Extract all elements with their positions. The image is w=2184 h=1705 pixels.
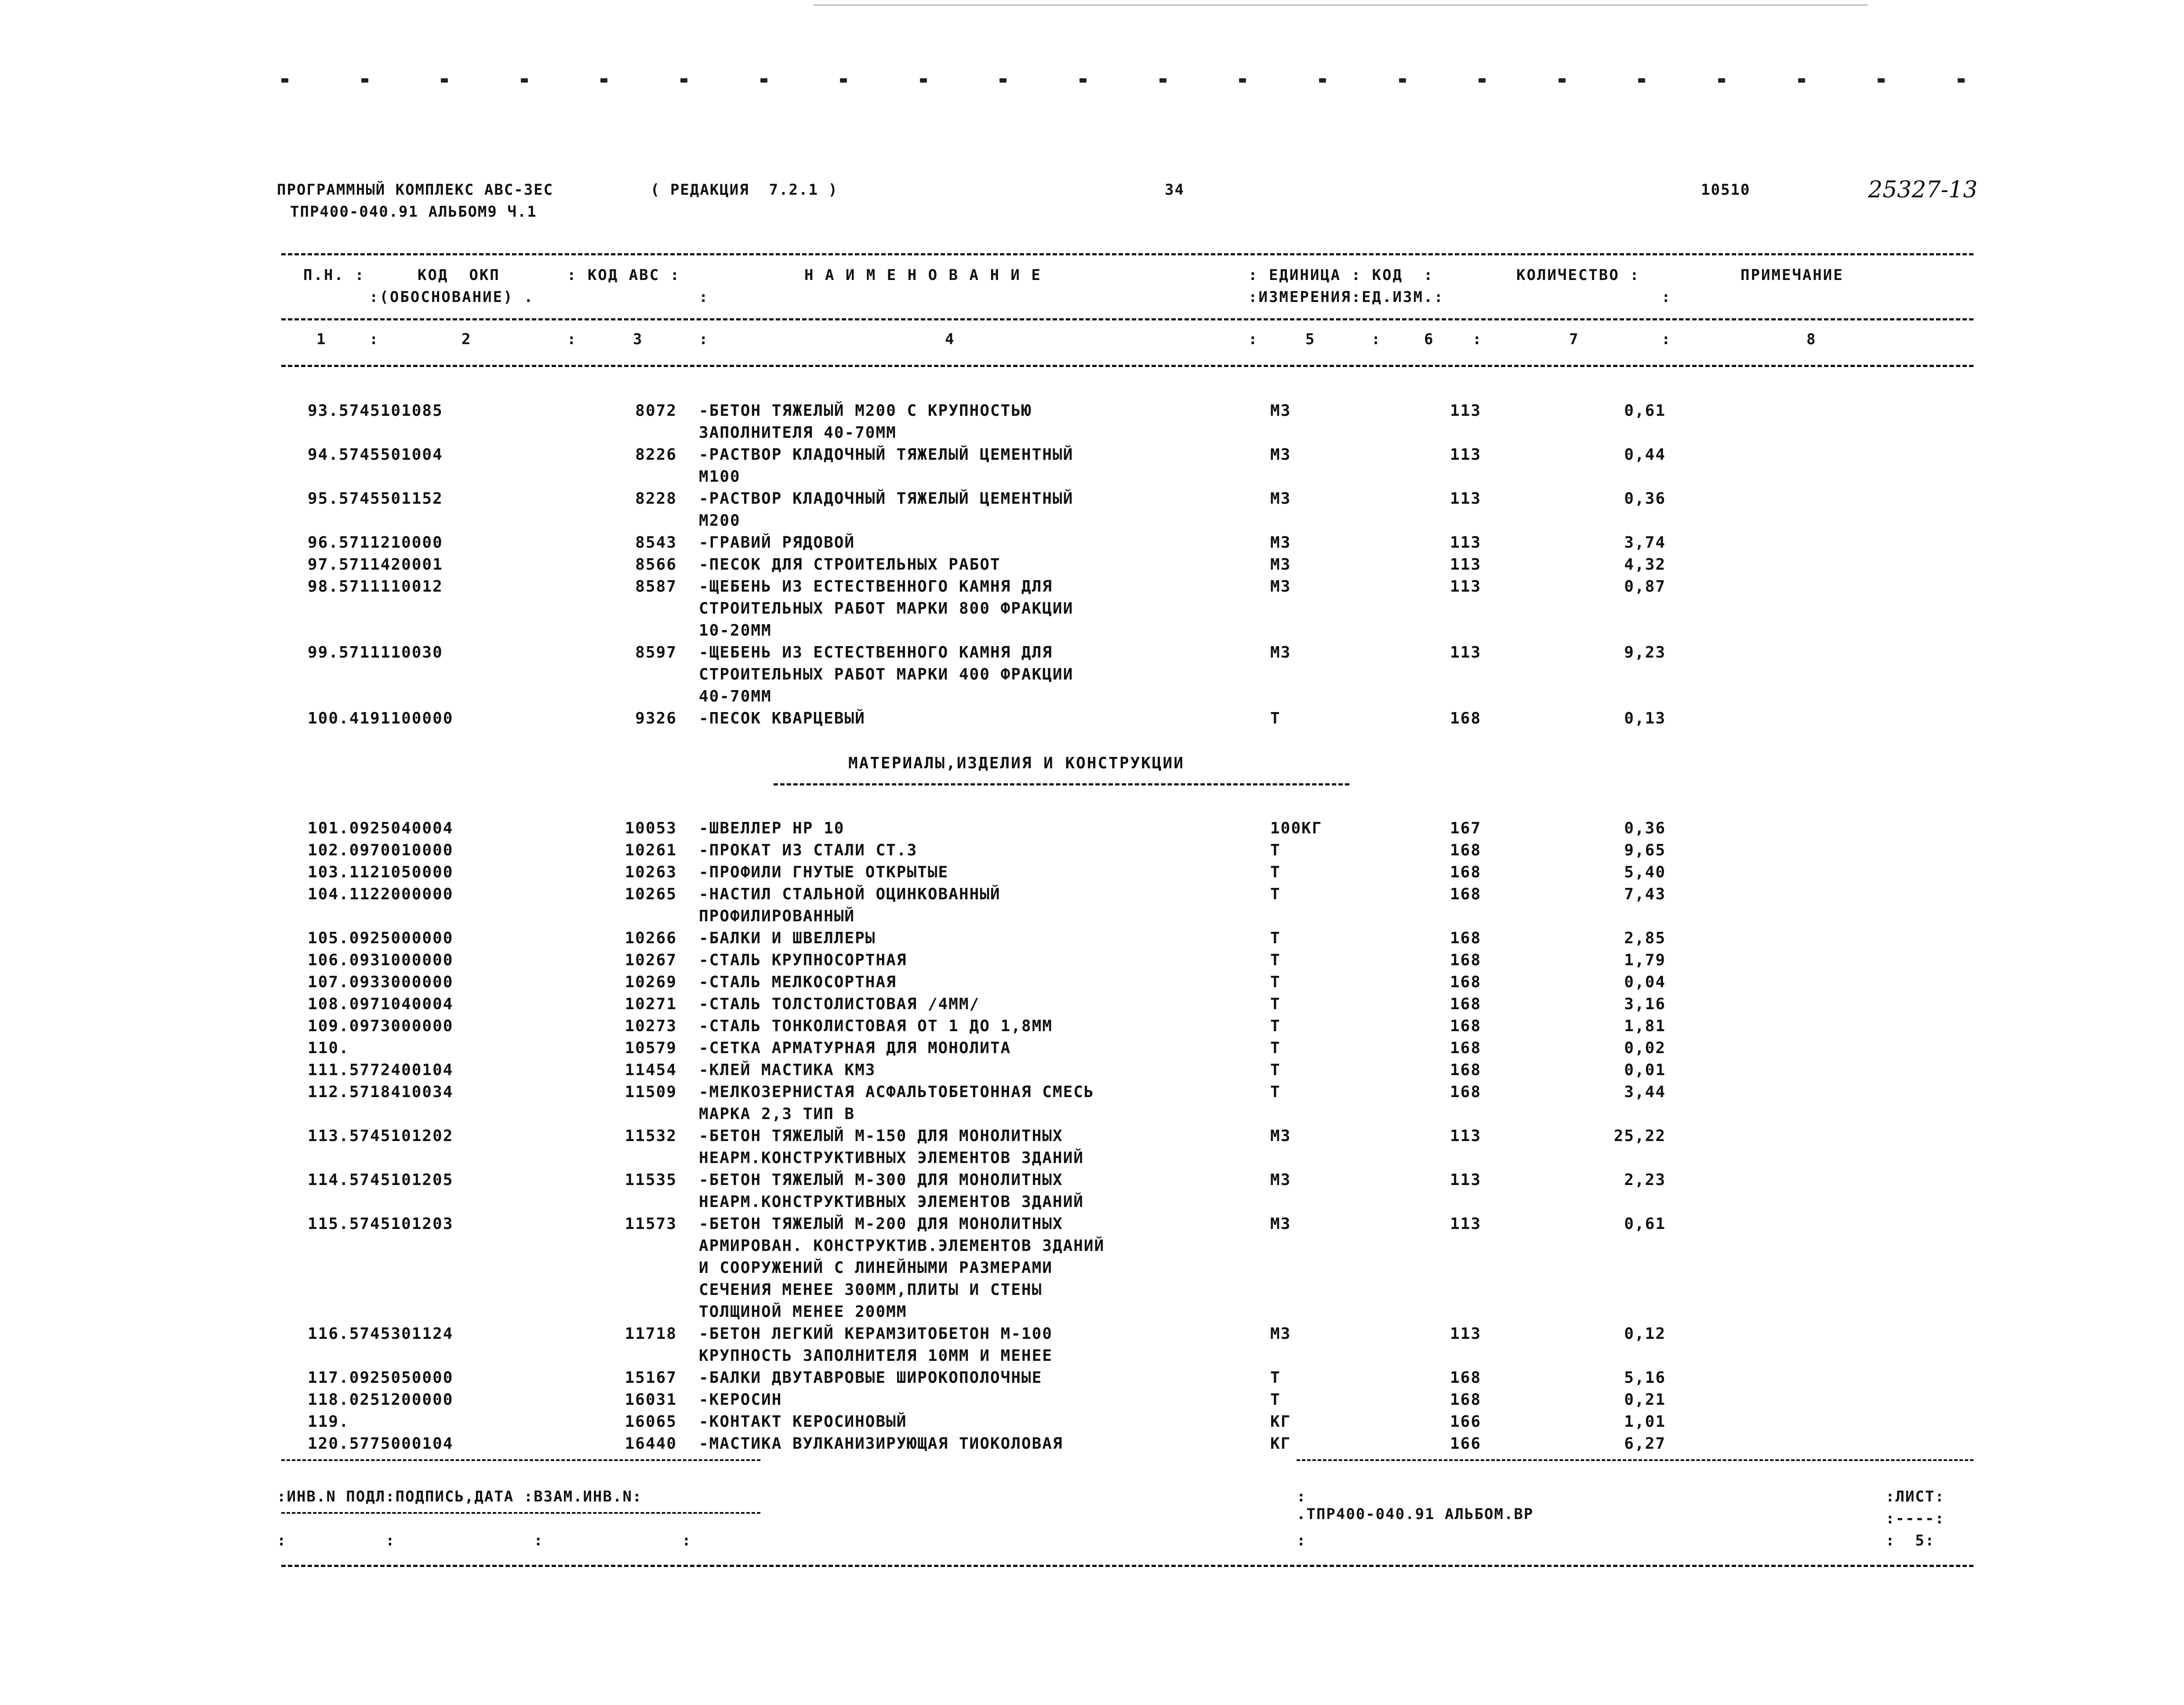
item-name: -КЛЕЙ МАСТИКА КМЗ — [699, 1061, 876, 1079]
unit-code: 113 — [1450, 643, 1481, 662]
stamp-headers: :ИНВ.N ПОДЛ:ПОДПИСЬ,ДАТА :ВЗАМ.ИНВ.N: — [277, 1488, 643, 1505]
item-name: -КЕРОСИН — [699, 1391, 782, 1409]
unit-code: 168 — [1450, 1083, 1481, 1101]
col-number: 3 — [633, 331, 643, 348]
abc-code: 11573 — [625, 1215, 677, 1233]
item-code: 93.5745101085 — [308, 402, 443, 420]
unit-code: 168 — [1450, 1369, 1481, 1387]
unit: Т — [1270, 1369, 1281, 1387]
col-separator: : — [1661, 331, 1671, 348]
quantity: 5,16 — [1624, 1369, 1666, 1387]
abc-code: 10266 — [625, 929, 677, 947]
item-name: -БЕТОН ТЯЖЕЛЫЙ М-150 ДЛЯ МОНОЛИТНЫХ НЕАРМ.КОНСТРУКТИВНЫХ ЭЛЕМЕНТОВ ЗДАНИЙ — [699, 1127, 1084, 1167]
unit: М3 — [1270, 402, 1291, 420]
unit: Т — [1270, 1039, 1281, 1057]
unit-code: 113 — [1450, 1171, 1481, 1189]
unit-code: 166 — [1450, 1435, 1481, 1453]
quantity: 9,65 — [1624, 841, 1666, 859]
unit-code: 167 — [1450, 819, 1481, 837]
item-code: 103.1121050000 — [308, 863, 454, 881]
abc-code: 10273 — [625, 1017, 677, 1035]
unit-code: 168 — [1450, 885, 1481, 903]
item-name: -БАЛКИ ДВУТАВРОВЫЕ ШИРОКОПОЛОЧНЫЕ — [699, 1369, 1043, 1387]
abc-code: 8228 — [635, 490, 677, 508]
item-name: -ГРАВИЙ РЯДОВОЙ — [699, 534, 855, 552]
unit-code: 113 — [1450, 1325, 1481, 1343]
unit: Т — [1270, 995, 1281, 1013]
header-divider — [281, 318, 1973, 320]
item-code: 100.4191100000 — [308, 709, 454, 727]
unit-code: 168 — [1450, 1017, 1481, 1035]
page-bottom-border — [281, 1565, 1973, 1567]
abc-code: 10267 — [625, 951, 677, 969]
abc-code: 8072 — [635, 402, 677, 420]
unit: М3 — [1270, 490, 1291, 508]
item-name: -РАСТВОР КЛАДОЧНЫЙ ТЯЖЕЛЫЙ ЦЕМЕНТНЫЙ М100 — [699, 446, 1074, 486]
item-code: 96.5711210000 — [308, 534, 443, 552]
unit: Т — [1270, 1391, 1281, 1409]
abc-code: 11535 — [625, 1171, 677, 1189]
item-code: 95.5745501152 — [308, 490, 443, 508]
unit-code: 168 — [1450, 841, 1481, 859]
quantity: 0,36 — [1624, 490, 1666, 508]
col-abc-header: : КОД АВС : — [567, 266, 681, 284]
col-number: 4 — [945, 331, 956, 348]
handwritten-number: 25327-13 — [1868, 177, 1978, 203]
abc-code: 8543 — [635, 534, 677, 552]
item-code: 112.5718410034 — [308, 1083, 454, 1101]
quantity: 2,85 — [1624, 929, 1666, 947]
item-name: -КОНТАКТ КЕРОСИНОВЫЙ — [699, 1413, 907, 1431]
unit: М3 — [1270, 446, 1291, 464]
quantity: 0,02 — [1624, 1039, 1666, 1057]
col-number: 5 — [1305, 331, 1316, 348]
abc-code: 15167 — [625, 1369, 677, 1387]
unit: Т — [1270, 1061, 1281, 1079]
abc-code: 8566 — [635, 556, 677, 574]
abc-code: 16065 — [625, 1413, 677, 1431]
abc-code: 11454 — [625, 1061, 677, 1079]
quantity: 0,87 — [1624, 578, 1666, 596]
item-code: 104.1122000000 — [308, 885, 454, 903]
item-code: 101.0925040004 — [308, 819, 454, 837]
item-name: -БАЛКИ И ШВЕЛЛЕРЫ — [699, 929, 876, 947]
item-name: -ШВЕЛЛЕР НР 10 — [699, 819, 845, 837]
col-separator: : — [369, 331, 378, 348]
quantity: 25,22 — [1613, 1127, 1666, 1145]
item-code: 118.0251200000 — [308, 1391, 454, 1409]
quantity: 0,12 — [1624, 1325, 1666, 1343]
unit: М3 — [1270, 1325, 1291, 1343]
unit-code: 113 — [1450, 578, 1481, 596]
item-code: 98.5711110012 — [308, 578, 443, 596]
col-number: 7 — [1569, 331, 1580, 348]
quantity: 0,01 — [1624, 1061, 1666, 1079]
unit-code: 168 — [1450, 709, 1481, 727]
item-name: -СТАЛЬ ТОЛСТОЛИСТОВАЯ /4ММ/ — [699, 995, 980, 1013]
col-number: 6 — [1424, 331, 1435, 348]
section-heading: МАТЕРИАЛЫ,ИЗДЕЛИЯ И КОНСТРУКЦИИ — [848, 754, 1185, 772]
unit-code: 168 — [1450, 951, 1481, 969]
item-code: 115.5745101203 — [308, 1215, 454, 1233]
unit: Т — [1270, 709, 1281, 727]
quantity: 0,61 — [1624, 402, 1666, 420]
item-name: -СЕТКА АРМАТУРНАЯ ДЛЯ МОНОЛИТА — [699, 1039, 1011, 1057]
item-name: -МЕЛКОЗЕРНИСТАЯ АСФАЛЬТОБЕТОННАЯ СМЕСЬ МАРКА 2,3 ТИП В — [699, 1083, 1094, 1123]
quantity: 3,16 — [1624, 995, 1666, 1013]
col-separator: : — [1661, 288, 1671, 306]
item-code: 108.0971040004 — [308, 995, 454, 1013]
item-name: -МАСТИКА ВУЛКАНИЗИРУЮЩАЯ ТИОКОЛОВАЯ — [699, 1435, 1063, 1453]
col-qty-header: КОЛИЧЕСТВО : — [1516, 266, 1640, 284]
item-code: 99.5711110030 — [308, 643, 443, 662]
abc-code: 10271 — [625, 995, 677, 1013]
col-note-header: ПРИМЕЧАНИЕ — [1741, 266, 1844, 284]
col-okp-subheader: :(ОБОСНОВАНИЕ) . — [369, 288, 534, 306]
quantity: 4,32 — [1624, 556, 1666, 574]
unit: Т — [1270, 973, 1281, 991]
unit: Т — [1270, 951, 1281, 969]
quantity: 1,79 — [1624, 951, 1666, 969]
title-block-top-border — [1297, 1459, 1973, 1461]
unit: Т — [1270, 1083, 1281, 1101]
unit: Т — [1270, 841, 1281, 859]
abc-code: 16440 — [625, 1435, 677, 1453]
project-title: ТПР400-040.91 АЛЬБОМ9 Ч.1 — [290, 203, 537, 221]
unit: М3 — [1270, 643, 1291, 662]
quantity: 0,36 — [1624, 819, 1666, 837]
header-bottom-border — [281, 365, 1973, 367]
title-block-separator: : — [1297, 1488, 1307, 1505]
unit-code: 113 — [1450, 556, 1481, 574]
abc-code: 11532 — [625, 1127, 677, 1145]
unit-code: 166 — [1450, 1413, 1481, 1431]
unit: Т — [1270, 885, 1281, 903]
unit: М3 — [1270, 556, 1291, 574]
unit: М3 — [1270, 1171, 1291, 1189]
col-number: 2 — [462, 331, 472, 348]
unit: КГ — [1270, 1435, 1291, 1453]
abc-code: 10579 — [625, 1039, 677, 1057]
abc-code: 10261 — [625, 841, 677, 859]
unit: КГ — [1270, 1413, 1291, 1431]
col-pn-header: П.Н. : — [303, 266, 365, 284]
unit-code: 168 — [1450, 1039, 1481, 1057]
stamp-top-border — [281, 1459, 760, 1461]
abc-code: 10269 — [625, 973, 677, 991]
unit: М3 — [1270, 1215, 1291, 1233]
abc-code: 16031 — [625, 1391, 677, 1409]
document-code: 10510 — [1701, 181, 1751, 199]
page-number: 34 — [1165, 181, 1185, 199]
unit: Т — [1270, 863, 1281, 881]
unit: Т — [1270, 929, 1281, 947]
quantity: 3,44 — [1624, 1083, 1666, 1101]
quantity: 0,21 — [1624, 1391, 1666, 1409]
col-separator: : — [1472, 331, 1482, 348]
abc-code: 10053 — [625, 819, 677, 837]
item-name: -СТАЛЬ МЕЛКОСОРТНАЯ — [699, 973, 897, 991]
unit-code: 113 — [1450, 534, 1481, 552]
quantity: 1,01 — [1624, 1413, 1666, 1431]
sheet-label: :ЛИСТ: — [1886, 1488, 1945, 1505]
col-unit-header: : ЕДИНИЦА : КОД : — [1248, 266, 1434, 284]
abc-code: 8597 — [635, 643, 677, 662]
item-name: -БЕТОН ТЯЖЕЛЫЙ М-200 ДЛЯ МОНОЛИТНЫХ АРМИРОВАН. КОНСТРУКТИВ.ЭЛЕМЕНТОВ ЗДАНИЙ И СООРУЖЕНИЙ С ЛИНЕЙНЫМИ РАЗМЕРАМИ СЕЧЕНИЯ МЕНЕЕ 300ММ,ПЛИТЫ И СТЕНЫ ТОЛЩИНОЙ МЕНЕЕ 200ММ — [699, 1215, 1105, 1321]
col-separator: : — [1248, 331, 1257, 348]
item-code: 106.0931000000 — [308, 951, 454, 969]
unit-code: 113 — [1450, 446, 1481, 464]
item-name: -БЕТОН ТЯЖЕЛЫЙ М200 С КРУПНОСТЬЮ ЗАПОЛНИТЕЛЯ 40-70ММ — [699, 402, 1032, 442]
col-separator: : — [699, 288, 708, 306]
item-code: 117.0925050000 — [308, 1369, 454, 1387]
title-block-separator: : — [1297, 1532, 1307, 1549]
item-code: 102.0970010000 — [308, 841, 454, 859]
item-code: 105.0925000000 — [308, 929, 454, 947]
item-name: -БЕТОН ТЯЖЕЛЫЙ М-300 ДЛЯ МОНОЛИТНЫХ НЕАРМ.КОНСТРУКТИВНЫХ ЭЛЕМЕНТОВ ЗДАНИЙ — [699, 1171, 1084, 1211]
quantity: 6,27 — [1624, 1435, 1666, 1453]
item-name: -ПЕСОК ДЛЯ СТРОИТЕЛЬНЫХ РАБОТ — [699, 556, 1001, 574]
unit-code: 113 — [1450, 1215, 1481, 1233]
unit-code: 168 — [1450, 1061, 1481, 1079]
item-code: 109.0973000000 — [308, 1017, 454, 1035]
item-name: -СТАЛЬ КРУПНОСОРТНАЯ — [699, 951, 907, 969]
item-code: 114.5745101205 — [308, 1171, 454, 1189]
col-unit-subheader: :ИЗМЕРЕНИЯ:ЕД.ИЗМ.: — [1248, 288, 1444, 306]
quantity: 5,40 — [1624, 863, 1666, 881]
item-code: 111.5772400104 — [308, 1061, 454, 1079]
item-name: -РАСТВОР КЛАДОЧНЫЙ ТЯЖЕЛЫЙ ЦЕМЕНТНЫЙ М200 — [699, 490, 1074, 530]
item-code: 97.5711420001 — [308, 556, 443, 574]
unit-code: 113 — [1450, 402, 1481, 420]
quantity: 0,04 — [1624, 973, 1666, 991]
unit-code: 113 — [1450, 1127, 1481, 1145]
item-code: 119. — [308, 1413, 349, 1431]
item-name: -НАСТИЛ СТАЛЬНОЙ ОЦИНКОВАННЫЙ ПРОФИЛИРОВАННЫЙ — [699, 885, 1001, 925]
unit-code: 168 — [1450, 863, 1481, 881]
abc-code: 11509 — [625, 1083, 677, 1101]
unit: Т — [1270, 1017, 1281, 1035]
abc-code: 9326 — [635, 709, 677, 727]
item-name: -СТАЛЬ ТОНКОЛИСТОВАЯ ОТ 1 ДО 1,8ММ — [699, 1017, 1053, 1035]
unit: М3 — [1270, 1127, 1291, 1145]
unit: 100КГ — [1270, 819, 1323, 837]
unit-code: 168 — [1450, 929, 1481, 947]
col-separator: : — [567, 331, 576, 348]
quantity: 0,13 — [1624, 709, 1666, 727]
edition-label: ( РЕДАКЦИЯ 7.2.1 ) — [650, 181, 838, 199]
col-number: 8 — [1806, 331, 1817, 348]
table-top-border — [281, 253, 1973, 255]
item-code: 94.5745501004 — [308, 446, 443, 464]
unit: М3 — [1270, 534, 1291, 552]
col-separator: : — [699, 331, 708, 348]
item-code: 120.5775000104 — [308, 1435, 454, 1453]
abc-code: 8226 — [635, 446, 677, 464]
item-name: -БЕТОН ЛЕГКИЙ КЕРАМЗИТОБЕТОН М-100 КРУПНОСТЬ ЗАПОЛНИТЕЛЯ 10ММ И МЕНЕЕ — [699, 1325, 1053, 1365]
stamp-divider — [281, 1512, 760, 1514]
quantity: 3,74 — [1624, 534, 1666, 552]
quantity: 0,44 — [1624, 446, 1666, 464]
abc-code: 10265 — [625, 885, 677, 903]
unit-code: 168 — [1450, 995, 1481, 1013]
col-separator: : — [1371, 331, 1381, 348]
item-name: -ПЕСОК КВАРЦЕВЫЙ — [699, 709, 865, 727]
item-name: -ПРОФИЛИ ГНУТЫЕ ОТКРЫТЫЕ — [699, 863, 949, 881]
perforation-row — [281, 74, 1965, 87]
unit-code: 168 — [1450, 1391, 1481, 1409]
program-title: ПРОГРАММНЫЙ КОМПЛЕКС АВС-3ЕС — [277, 181, 554, 199]
quantity: 1,81 — [1624, 1017, 1666, 1035]
col-name-header: Н А И М Е Н О В А Н И Е — [804, 266, 1042, 284]
quantity: 0,61 — [1624, 1215, 1666, 1233]
item-code: 113.5745101202 — [308, 1127, 454, 1145]
item-code: 110. — [308, 1039, 349, 1057]
col-okp-header: КОД ОКП — [418, 266, 500, 284]
item-name: -ЩЕБЕНЬ ИЗ ЕСТЕСТВЕННОГО КАМНЯ ДЛЯ СТРОИТЕЛЬНЫХ РАБОТ МАРКИ 800 ФРАКЦИИ 10-20ММ — [699, 578, 1074, 640]
stamp-cells: : : : : — [277, 1532, 692, 1549]
unit-code: 113 — [1450, 490, 1481, 508]
item-code: 116.5745301124 — [308, 1325, 454, 1343]
section-underline — [774, 783, 1349, 785]
sheet-divider: :----: — [1886, 1510, 1945, 1527]
col-number: 1 — [316, 331, 327, 348]
quantity: 2,23 — [1624, 1171, 1666, 1189]
item-code: 107.0933000000 — [308, 973, 454, 991]
abc-code: 10263 — [625, 863, 677, 881]
scan-artifact-line — [813, 4, 1868, 6]
unit-code: 168 — [1450, 973, 1481, 991]
document-designation: .ТПР400-040.91 АЛЬБОМ.ВР — [1297, 1505, 1534, 1523]
abc-code: 8587 — [635, 578, 677, 596]
sheet-number: : 5: — [1886, 1532, 1935, 1549]
item-name: -ЩЕБЕНЬ ИЗ ЕСТЕСТВЕННОГО КАМНЯ ДЛЯ СТРОИТЕЛЬНЫХ РАБОТ МАРКИ 400 ФРАКЦИИ 40-70ММ — [699, 643, 1074, 705]
quantity: 7,43 — [1624, 885, 1666, 903]
abc-code: 11718 — [625, 1325, 677, 1343]
quantity: 9,23 — [1624, 643, 1666, 662]
unit: М3 — [1270, 578, 1291, 596]
item-name: -ПРОКАТ ИЗ СТАЛИ СТ.3 — [699, 841, 918, 859]
